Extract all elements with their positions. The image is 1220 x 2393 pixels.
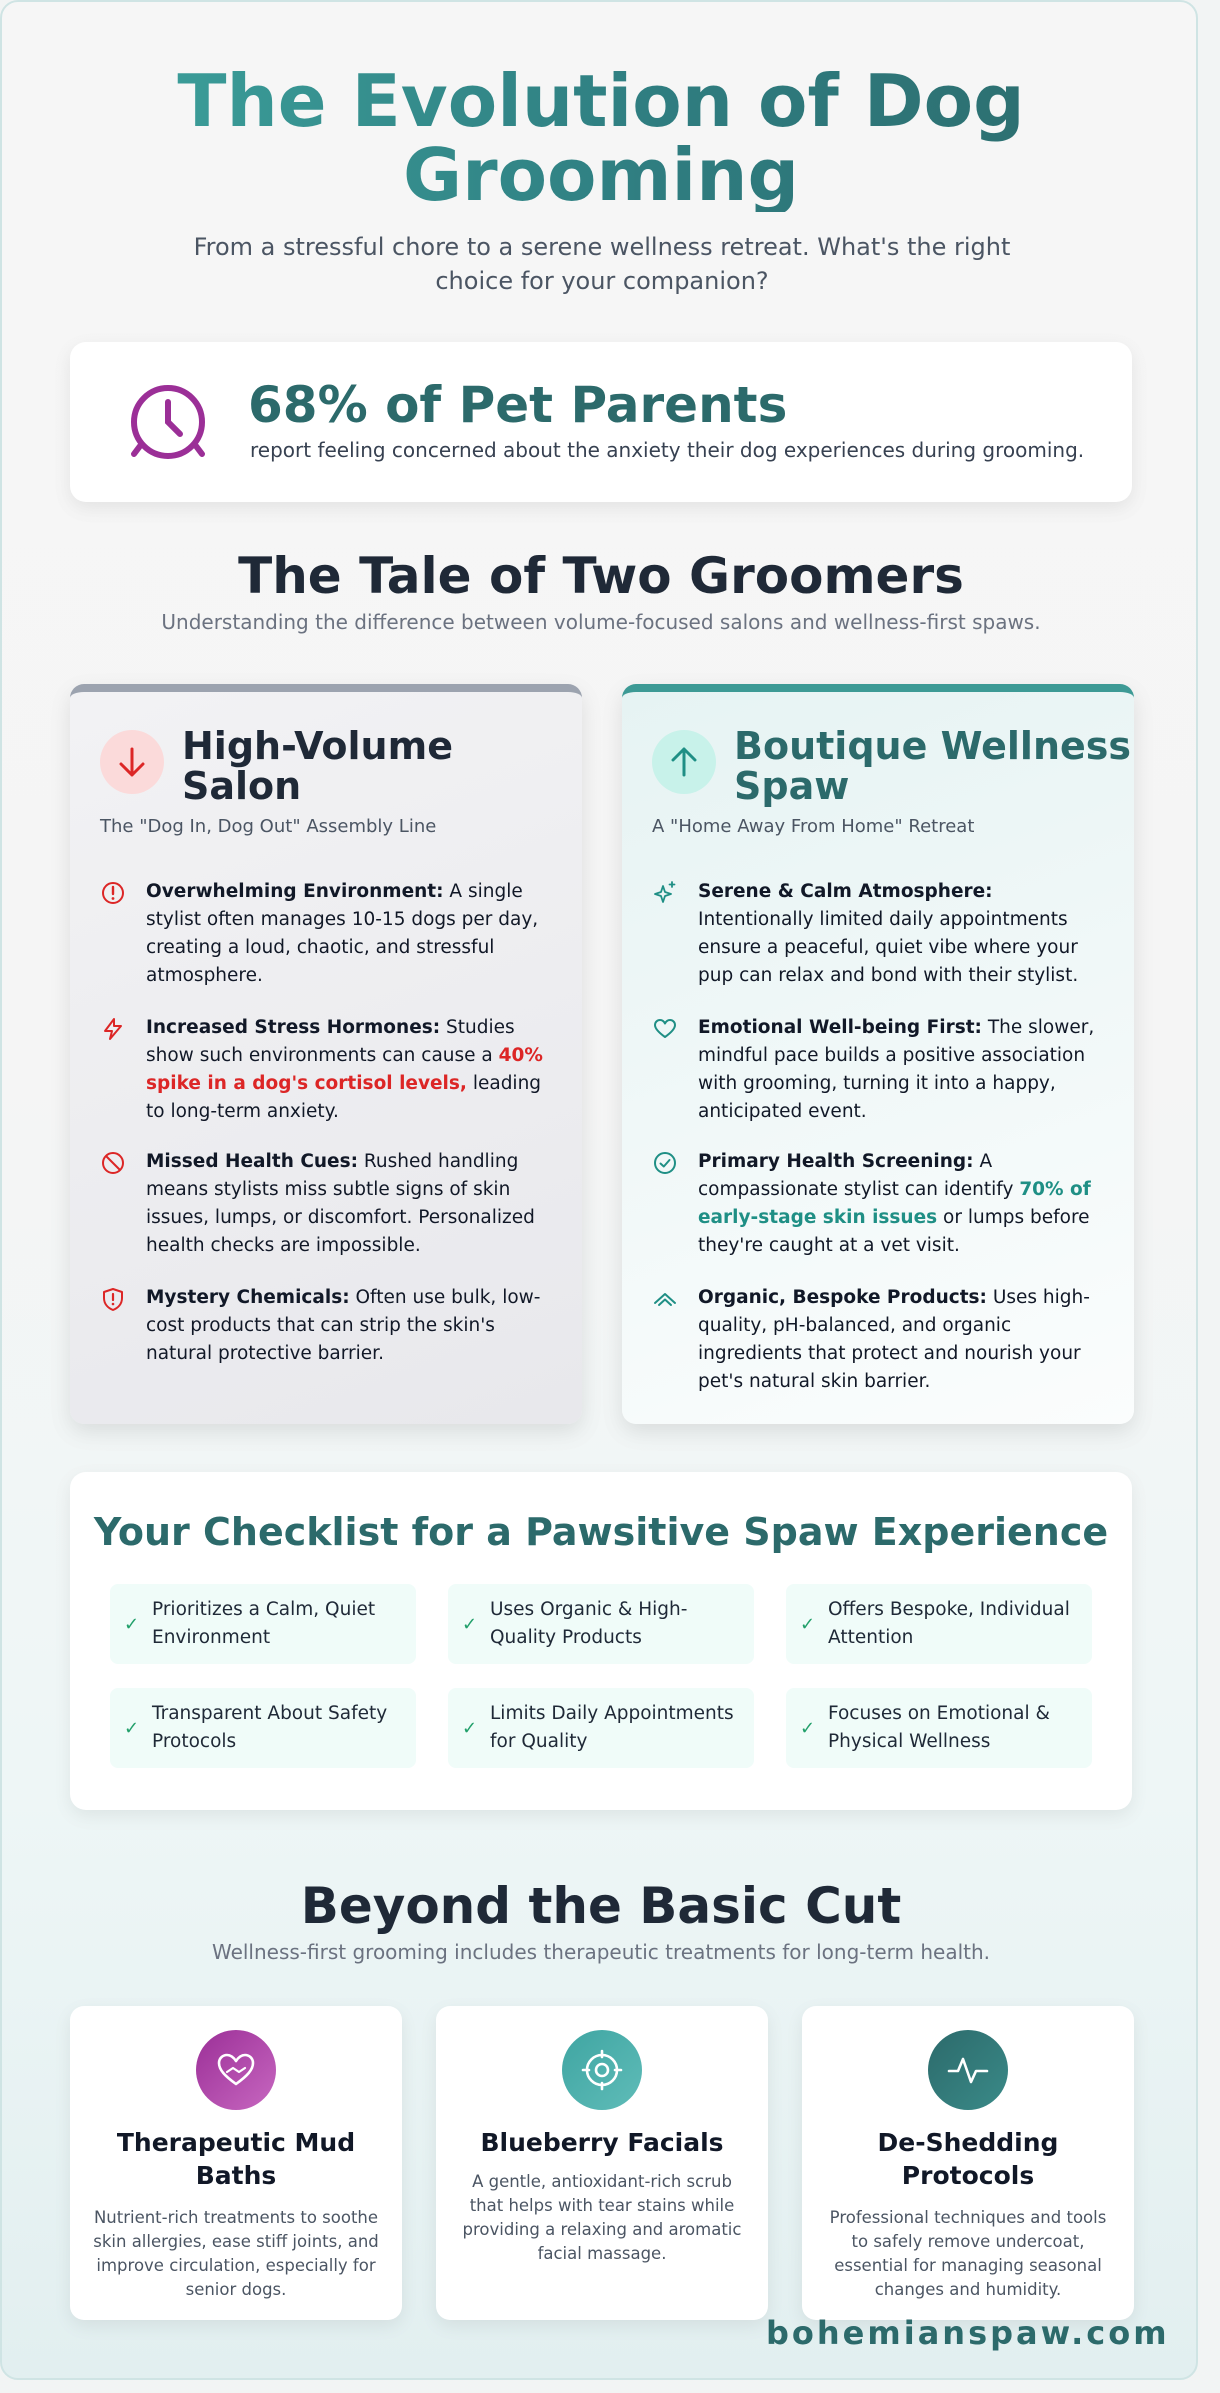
item-text: Rushed handling means stylists miss subtle signs of skin issues, lumps, or discomfort. Personalized health checks are impossible.: [146, 1151, 535, 1256]
comparison-subtitle: Understanding the difference between volume-focused salons and wellness-first spaws.: [161, 610, 1041, 634]
item-text: Uses high-quality, pH-balanced, and organic ingredients that protect and nourish your pet's natural skin barrier.: [698, 1287, 1090, 1392]
treatment-card-de-shedding: [802, 2006, 1134, 2320]
check-icon: ✓: [462, 1718, 478, 1739]
treatments-title: Beyond the Basic Cut: [300, 1877, 902, 1935]
page-title: The Evolution of Dog Grooming: [2, 64, 1200, 212]
treatment-desc: Nutrient-rich treatments to soothe skin allergies, ease stiff joints, and improve circulation, especially for senior dogs.: [93, 2208, 379, 2299]
item-heading: Overwhelming Environment:: [146, 881, 444, 902]
treatment-desc: A gentle, antioxidant-rich scrub that helps with tear stains while providing a relaxing and aromatic facial massage.: [462, 2172, 742, 2263]
checklist-card: [70, 1472, 1132, 1810]
check-icon: ✓: [800, 1718, 816, 1739]
spaw-item: [652, 1148, 1108, 1260]
checklist-item: [110, 1688, 416, 1768]
checklist-text: Uses Organic & High-Quality Products: [490, 1599, 688, 1648]
salon-item: [100, 878, 556, 990]
check-circle-icon: [652, 1150, 678, 1176]
item-text: Intentionally limited daily appointments ensure a peaceful, quiet vibe where your pup can relax and bond with their stylist.: [698, 909, 1079, 986]
treatment-card-mud-baths: [70, 2006, 402, 2320]
salon-title: High-Volume Salon: [182, 724, 453, 808]
item-heading: Emotional Well-being First:: [698, 1017, 982, 1038]
item-heading: Organic, Bespoke Products:: [698, 1287, 987, 1308]
check-icon: ✓: [462, 1614, 478, 1635]
alert-circle-icon: [100, 880, 126, 906]
item-heading: Mystery Chemicals:: [146, 1287, 350, 1308]
shield-alert-icon: [100, 1286, 126, 1312]
checklist-text: Offers Bespoke, Individual Attention: [828, 1599, 1070, 1648]
checklist-item: [110, 1584, 416, 1664]
checklist-item: [448, 1584, 754, 1664]
salon-tagline: The "Dog In, Dog Out" Assembly Line: [100, 816, 437, 837]
spaw-title: Boutique Wellness Spaw: [734, 724, 1132, 808]
checklist-text: Prioritizes a Calm, Quiet Environment: [152, 1599, 376, 1648]
treatment-title: Therapeutic Mud Baths: [116, 2128, 356, 2190]
salon-card: [70, 684, 582, 1424]
target-icon: [562, 2030, 642, 2110]
checklist-text: Focuses on Emotional & Physical Wellness: [828, 1703, 1050, 1752]
item-heading: Increased Stress Hormones:: [146, 1017, 441, 1038]
salon-item: [100, 1014, 556, 1126]
item-text: Often use bulk, low-cost products that can strip the skin's natural protective barrier.: [146, 1287, 541, 1364]
stat-detail: report feeling concerned about the anxiety their dog experiences during grooming.: [250, 438, 1085, 462]
heart-hand-icon: [196, 2030, 276, 2110]
sparkles-icon: [652, 880, 678, 906]
checklist-item: [786, 1584, 1092, 1664]
lightning-icon: [100, 1016, 126, 1042]
item-text: leading to long-term anxiety.: [146, 1073, 542, 1122]
checklist-text: Transparent About Safety Protocols: [152, 1703, 388, 1752]
checklist-title: Your Checklist for a Pawsitive Spaw Experience: [93, 1510, 1109, 1554]
stat-card: [70, 342, 1132, 502]
item-heading: Serene & Calm Atmosphere:: [698, 881, 993, 902]
check-icon: ✓: [124, 1718, 140, 1739]
spaw-item: [652, 1014, 1108, 1126]
item-text: The slower, mindful pace builds a positive association with grooming, turning it into a happy, anticipated event.: [698, 1017, 1095, 1122]
arrow-down-icon: [100, 730, 164, 794]
treatment-title: De-Shedding Protocols: [877, 2128, 1059, 2190]
item-text: Studies show such environments can cause a: [146, 1017, 515, 1066]
page-subtitle: From a stressful chore to a serene wellness retreat. What's the right choice for your companion?: [193, 233, 1011, 295]
spaw-item: [652, 1284, 1108, 1396]
item-heading: Missed Health Cues:: [146, 1151, 359, 1172]
stat-headline: 68% of Pet Parents: [248, 376, 788, 434]
treatments-subtitle: Wellness-first grooming includes therapeutic treatments for long-term health.: [211, 1940, 991, 1964]
checklist-text: Limits Daily Appointments for Quality: [490, 1703, 734, 1752]
item-text: A single stylist often manages 10-15 dogs per day, creating a loud, chaotic, and stressful atmosphere.: [146, 881, 539, 986]
clock-icon: [126, 380, 210, 464]
footer-brand[interactable]: bohemianspaw.com: [766, 2314, 1170, 2352]
item-text: or lumps before they're caught at a vet visit.: [698, 1207, 1090, 1256]
pulse-icon: [928, 2030, 1008, 2110]
check-icon: ✓: [800, 1614, 816, 1635]
checklist-item: [786, 1688, 1092, 1768]
checklist-item: [448, 1688, 754, 1768]
spaw-tagline: A "Home Away From Home" Retreat: [652, 816, 975, 837]
heart-icon: [652, 1016, 678, 1042]
item-text: A compassionate stylist can identify: [698, 1151, 1020, 1200]
check-icon: ✓: [124, 1614, 140, 1635]
cortisol-highlight: 40% spike in a dog's cortisol levels,: [146, 1045, 543, 1094]
salon-item: [100, 1148, 556, 1260]
treatment-card-blueberry-facials: [436, 2006, 768, 2320]
leaf-icon: [652, 1286, 678, 1312]
salon-item: [100, 1284, 556, 1368]
comparison-title: The Tale of Two Groomers: [238, 547, 964, 605]
item-heading: Primary Health Screening:: [698, 1151, 974, 1172]
spaw-item: [652, 878, 1108, 990]
spaw-card: [622, 684, 1134, 1424]
treatment-title: Blueberry Facials: [480, 2128, 724, 2157]
treatment-desc: Professional techniques and tools to safely remove undercoat, essential for managing seasonal changes and humidity.: [829, 2208, 1107, 2299]
arrow-up-icon: [652, 730, 716, 794]
skin-issues-highlight: 70% of early-stage skin issues: [698, 1179, 1091, 1228]
prohibited-icon: [100, 1150, 126, 1176]
